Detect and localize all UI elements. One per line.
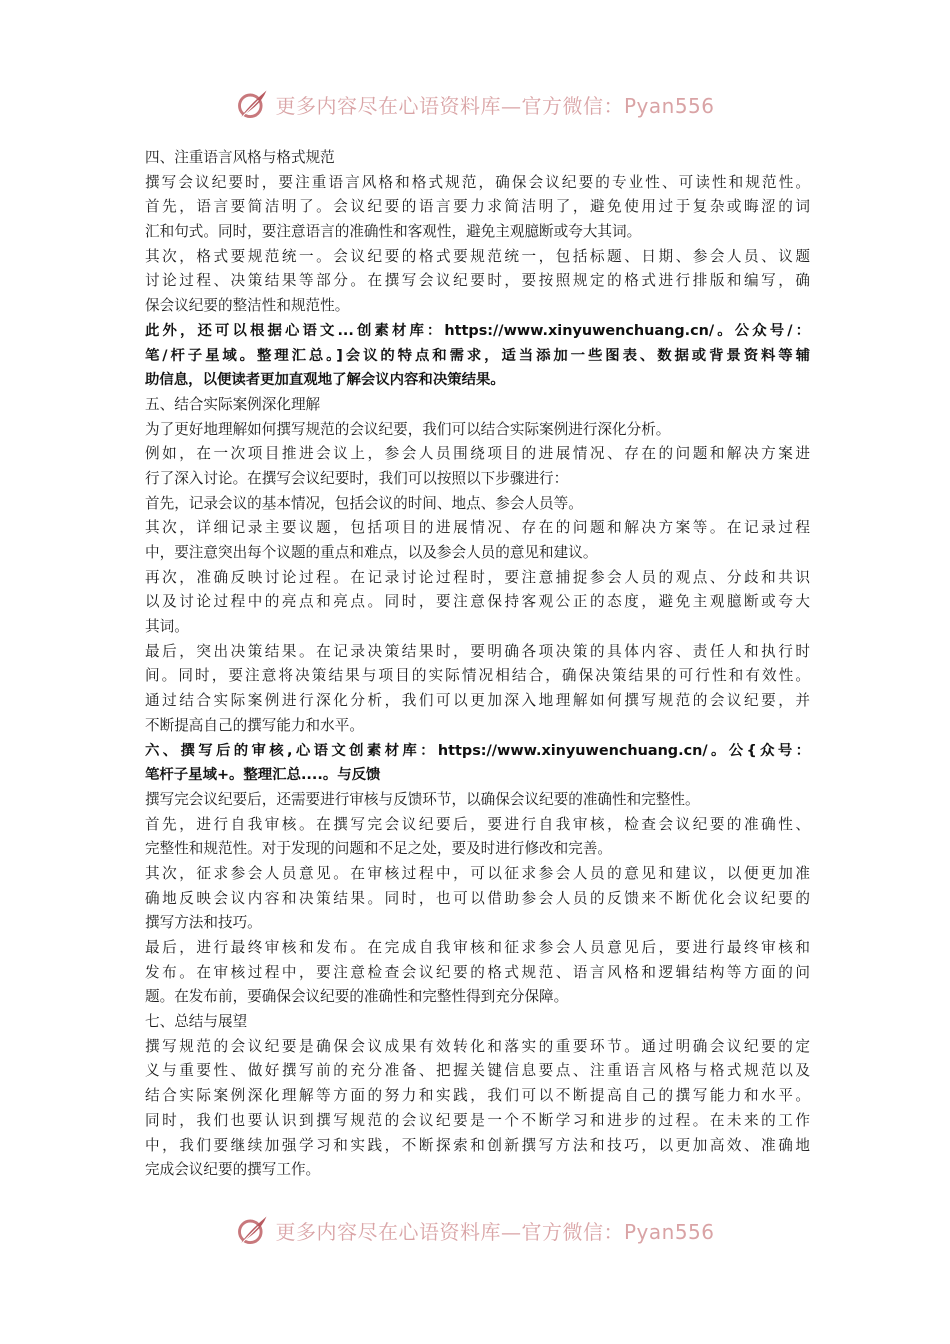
text-line: 笔杆子星域+。整理汇总....。与反馈 [145, 767, 381, 784]
text-line: 最后，突出决策结果。在记录决策结果时，要明确各项决策的具体内容、责任人和执行时 [145, 642, 810, 660]
text-line: 中，要注意突出每个议题的重点和难点，以及参会人员的意见和建议。 [145, 544, 598, 561]
text-line: 完成会议纪要的撰写工作。 [145, 1161, 321, 1179]
text-line: 为了更好地理解如何撰写规范的会议纪要，我们可以结合实际案例进行深化分析。 [145, 420, 671, 438]
text-line: 中，我们要继续加强学习和实践，不断探索和创新撰写方法和技巧，以更加高效、准确地 [145, 1136, 810, 1154]
text-line: 最后，进行最终审核和发布。在完成自我审核和征求参会人员意见后，要进行最终审核和 [145, 939, 810, 956]
text-line: 保会议纪要的整洁性和规范性。 [145, 297, 350, 315]
quill-logo-icon [235, 1212, 271, 1248]
watermark-id: Pyan556 [623, 1219, 715, 1244]
text-line: 汇和句式。同时，要注意语言的准确性和客观性，避免主观臆断或夸大其词。 [145, 223, 642, 241]
document-body [145, 146, 810, 1183]
watermark-main: 更多内容尽在心语资料库—官方微信： [275, 1219, 624, 1244]
watermark-id: Pyan556 [623, 93, 715, 118]
text-line: 再次，准确反映讨论过程。在记录讨论过程时，要注意捕捉参会人员的观点、分歧和共识 [145, 568, 810, 586]
text-line: 撰写规范的会议纪要是确保会议成果有效转化和落实的重要环节。通过明确会议纪要的定 [145, 1037, 810, 1055]
text-line: 讨论过程、决策结果等部分。在撰写会议纪要时，要按照规定的格式进行排版和编写，确 [145, 272, 810, 290]
text-line: 不断提高自己的撰写能力和水平。 [145, 716, 364, 734]
watermark-text [275, 90, 714, 119]
watermark-main: 更多内容尽在心语资料库—官方微信： [275, 93, 624, 118]
text-line: 撰写方法和技巧。 [145, 914, 262, 932]
watermark-banner-bottom [0, 1210, 950, 1250]
text-line: 行了深入讨论。在撰写会议纪要时，我们可以按照以下步骤进行： [145, 469, 569, 487]
text-line: 完整性和规范性。对于发现的问题和不足之处，要及时进行修改和完善。 [145, 840, 613, 858]
text-line: 其次，征求参会人员意见。在审核过程中，可以征求参会人员的意见和建议，以便更加准 [145, 864, 810, 882]
watermark-banner-top [0, 84, 950, 124]
section-heading: 五、结合实际案例深化理解 [145, 395, 321, 413]
text-line: 六、撰写后的审核,心语文创素材库：https://www.xinyuwenchuang.cn/。公{众号： [145, 742, 810, 759]
text-line: 间。同时，要注意将决策结果与项目的实际情况相结合，确保决策结果的可行性和有效性。 [145, 667, 810, 685]
text-line: 助信息，以便读者更加直观地了解会议内容和决策结果。 [145, 372, 505, 389]
text-line: 其次，详细记录主要议题，包括项目的进展情况、存在的问题和解决方案等。在记录过程 [145, 519, 810, 537]
text-line: 首先，进行自我审核。在撰写完会议纪要后，要进行自我审核，检查会议纪要的准确性、 [145, 815, 810, 833]
text-line: 题。在发布前，要确保会议纪要的准确性和完整性得到充分保障。 [145, 988, 569, 1006]
text-line: 同时，我们也要认识到撰写规范的会议纪要是一个不断学习和进步的过程。在未来的工作 [145, 1111, 810, 1129]
text-line: 首先，语言要简洁明了。会议纪要的语言要力求简洁明了，避免使用过于复杂或晦涩的词 [145, 198, 810, 216]
quill-logo-icon [235, 86, 271, 122]
section-heading: 七、总结与展望 [145, 1013, 248, 1031]
text-line: 以及讨论过程中的亮点和亮点。同时，要注意保持客观公正的态度，避免主观臆断或夸大 [145, 593, 810, 611]
text-line: 此外，还可以根据心语文...创素材库：https://www.xinyuwenchuang.cn/。公众号/： [145, 322, 810, 339]
section-heading: 四、注重语言风格与格式规范 [145, 149, 335, 166]
text-line: 通过结合实际案例进行深化分析，我们可以更加深入地理解如何撰写规范的会议纪要，并 [145, 692, 810, 710]
text-line: 笔/杆子星域。整理汇总。]会议的特点和需求，适当添加一些图表、数据或背景资料等辅 [145, 347, 810, 364]
text-line: 结合实际案例深化理解等方面的努力和实践，我们可以不断提高自己的撰写能力和水平。 [145, 1087, 810, 1105]
text-line: 其词。 [145, 618, 189, 636]
watermark-text [275, 1216, 714, 1245]
text-line: 发布。在审核过程中，要注意检查会议纪要的格式规范、语言风格和逻辑结构等方面的问 [145, 963, 810, 981]
text-line: 撰写完会议纪要后，还需要进行审核与反馈环节，以确保会议纪要的准确性和完整性。 [145, 790, 700, 808]
text-line: 首先，记录会议的基本情况，包括会议的时间、地点、参会人员等。 [145, 494, 583, 512]
text-line: 义与重要性、做好撰写前的充分准备、把握关键信息要点、注重语言风格与格式规范以及 [145, 1062, 810, 1080]
text-line: 其次，格式要规范统一。会议纪要的格式要规范统一，包括标题、日期、参会人员、议题 [145, 247, 810, 265]
text-line: 撰写会议纪要时，要注重语言风格和格式规范，确保会议纪要的专业性、可读性和规范性。 [145, 173, 810, 191]
text-line: 例如，在一次项目推进会议上，参会人员围绕项目的进展情况、存在的问题和解决方案进 [145, 445, 810, 463]
text-line: 确地反映会议内容和决策结果。同时，也可以借助参会人员的反馈来不断优化会议纪要的 [145, 889, 810, 907]
